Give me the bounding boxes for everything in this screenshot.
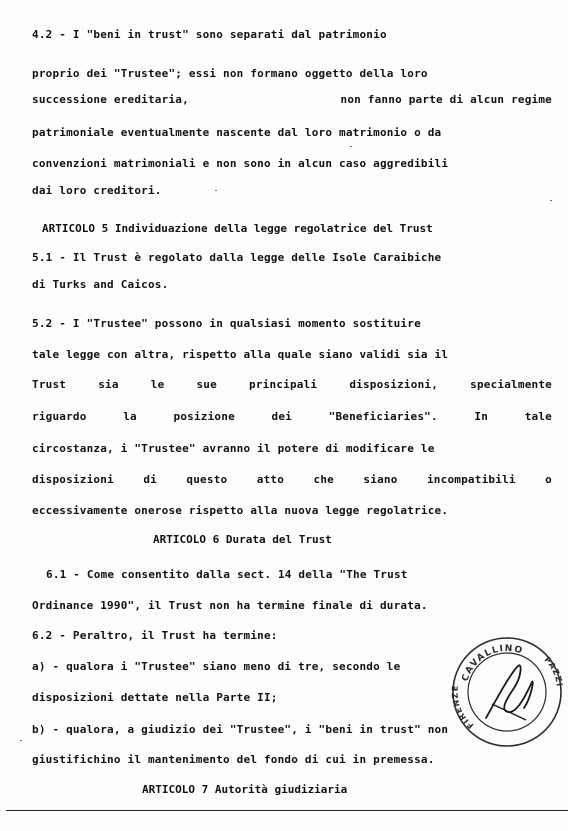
signature-icon <box>486 665 533 718</box>
notary-seal-stamp <box>448 630 566 748</box>
word: le <box>150 378 165 391</box>
word: che <box>313 473 334 486</box>
para-5-1-line-1: 5.1 - Il Trust è regolato dalla legge delle Isole Caraibiche <box>32 251 442 264</box>
signature-stroke <box>492 704 526 720</box>
para-6-1-line-2: Ordinance 1990", il Trust non ha termine finale di durata. <box>32 599 428 612</box>
stamp-text-top: CAVALLINO <box>460 643 525 683</box>
word: "Beneficiaries". <box>328 410 438 423</box>
scan-speck <box>215 190 217 191</box>
word: Trust <box>32 378 67 391</box>
word: incompatibili <box>426 473 516 486</box>
word: atto <box>256 473 285 486</box>
word: questo <box>186 473 228 486</box>
word: principali <box>249 378 318 391</box>
article-6-heading: ARTICOLO 6 Durata del Trust <box>153 533 332 546</box>
word: di <box>143 473 157 486</box>
para-5-1-line-2: di Turks and Caicos. <box>32 278 169 291</box>
word: o <box>545 473 552 486</box>
word: tale <box>524 410 552 423</box>
para-5-2-line-5: circostanza, i "Trustee" avranno il potere di modificare le <box>32 442 435 455</box>
para-4-2-line-1: 4.2 - I "beni in trust" sono separati dal patrimonio <box>32 28 387 41</box>
para-5-2-line-3 <box>32 376 552 394</box>
word: la <box>123 410 137 423</box>
page-bottom-rule <box>6 810 568 811</box>
word: In <box>474 410 489 423</box>
word: disposizioni <box>32 473 114 486</box>
item-a-line-1: a) - qualora i "Trustee" siano meno di tre, secondo le <box>32 660 401 673</box>
para-4-2-line-2: proprio dei "Trustee"; essi non formano oggetto della loro <box>32 67 428 80</box>
para-5-2-line-2: tale legge con altra, rispetto alla quale siano validi sia il <box>32 348 449 361</box>
scan-speck <box>20 740 22 741</box>
word: siano <box>363 473 398 486</box>
line-segment: successione ereditaria, <box>32 93 189 106</box>
para-4-2-line-4: patrimoniale eventualmente nascente dal loro matrimonio o da <box>32 126 442 139</box>
para-4-2-line-5: convenzioni matrimoniali e non sono in alcun caso aggredibili <box>32 157 449 170</box>
para-5-2-line-4 <box>32 408 552 426</box>
article-7-heading: ARTICOLO 7 Autorità giudiziaria <box>142 783 348 796</box>
para-6-1-line-1: 6.1 - Come consentito dalla sect. 14 della "The Trust <box>46 568 408 581</box>
stamp-text-right: PAZZI <box>542 655 565 688</box>
item-b-line-1: b) - qualora, a giudizio dei "Trustee", i "beni in trust" non <box>32 723 449 736</box>
stamp-text-left: FIRENZE <box>450 684 476 731</box>
word: specialmente <box>470 378 552 391</box>
line-segment: non fanno parte di alcun regime <box>340 93 552 106</box>
para-5-2-line-7: eccessivamente onerose rispetto alla nuova legge regolatrice. <box>32 504 449 517</box>
para-5-2-line-6 <box>32 471 552 489</box>
item-b-line-2: giustifichino il mantenimento del fondo di cui in premessa. <box>32 753 435 766</box>
scan-speck <box>350 146 352 147</box>
para-4-2-line-6: dai loro creditori. <box>32 184 162 197</box>
scan-speck <box>550 200 552 201</box>
word: disposizioni, <box>349 378 439 391</box>
item-a-line-2: disposizioni dettate nella Parte II; <box>32 691 278 704</box>
para-5-2-line-1: 5.2 - I "Trustee" possono in qualsiasi momento sostituire <box>32 317 421 330</box>
para-4-2-line-3 <box>32 91 552 109</box>
word: riguardo <box>32 410 87 423</box>
para-6-2-line-1: 6.2 - Peraltro, il Trust ha termine: <box>32 629 278 642</box>
word: sue <box>196 378 217 391</box>
word: sia <box>98 378 119 391</box>
word: dei <box>271 410 292 423</box>
word: posizione <box>173 410 235 423</box>
svg-text:CAVALLINO <box>461 644 525 683</box>
article-5-heading: ARTICOLO 5 Individuazione della legge regolatrice del Trust <box>42 222 433 235</box>
